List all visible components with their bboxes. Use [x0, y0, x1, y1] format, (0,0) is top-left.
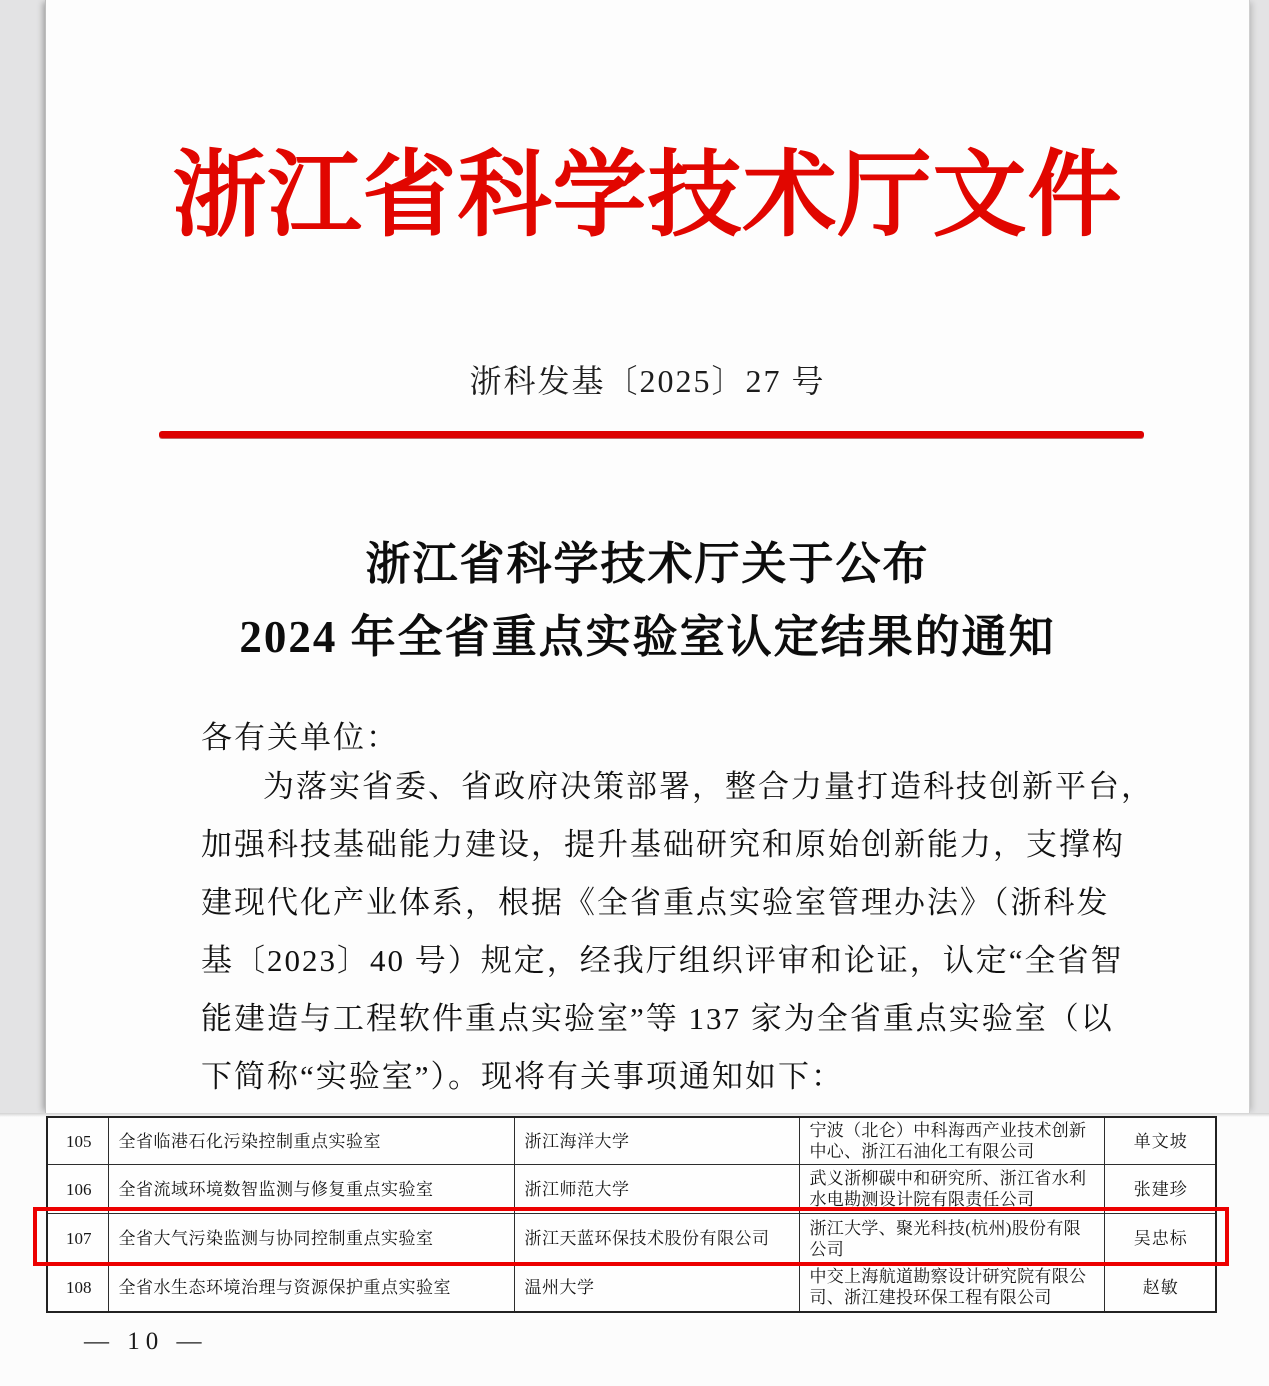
director-cell: 赵敏 [1104, 1264, 1216, 1312]
notice-title-line-2: 2024 年全省重点实验室认定结果的通知 [239, 612, 1056, 662]
body-line: 下简称“实验室”）。现将有关事项通知如下： [201, 1059, 845, 1094]
host-institution-cell: 浙江海洋大学 [514, 1117, 799, 1165]
lab-name-cell: 全省流域环境数智监测与修复重点实验室 [108, 1165, 514, 1214]
partner-institutions-cell: 浙江大学、聚光科技(杭州)股份有限公司 [799, 1214, 1104, 1264]
host-institution-cell: 浙江师范大学 [514, 1165, 799, 1214]
partner-institutions-cell: 中交上海航道勘察设计研究院有限公司、浙江建投环保工程有限公司 [799, 1264, 1104, 1312]
notice-title-line-1: 浙江省科学技术厅关于公布 [365, 539, 930, 589]
director-cell: 吴忠标 [1104, 1214, 1216, 1264]
body-paragraph [201, 758, 1154, 1106]
body-line: 基〔2023〕40 号）规定，经我厅组织评审和论证，认定“全省智 [201, 943, 1124, 978]
document-number: 浙科发基〔2025〕27 号 [469, 363, 826, 399]
lab-name-cell: 全省大气污染监测与协同控制重点实验室 [108, 1214, 514, 1264]
partner-institutions-cell: 武义浙柳碳中和研究所、浙江省水利水电勘测设计院有限责任公司 [799, 1165, 1104, 1214]
host-institution-cell: 浙江天蓝环保技术股份有限公司 [514, 1214, 799, 1264]
document-header-title: 浙江省科学技术厅文件 [172, 144, 1123, 248]
row-number-cell: 107 [47, 1214, 108, 1264]
table-row [47, 1117, 1216, 1165]
table-row [47, 1165, 1216, 1214]
row-number-cell: 106 [47, 1165, 108, 1214]
red-divider-line [159, 431, 1144, 438]
table-row-highlighted [47, 1214, 1216, 1264]
partner-institutions-cell: 宁波（北仑）中科海西产业技术创新中心、浙江石油化工有限公司 [799, 1117, 1104, 1165]
page-number: — 10 — [84, 1328, 208, 1355]
row-number-cell: 108 [47, 1264, 108, 1312]
notice-title [46, 528, 1249, 674]
lab-results-table [46, 1116, 1217, 1313]
director-cell: 张建珍 [1104, 1165, 1216, 1214]
lab-table-section [0, 1113, 1269, 1386]
body-line: 加强科技基础能力建设，提升基础研究和原始创新能力，支撑构 [201, 827, 1125, 862]
body-line: 为落实省委、省政府决策部署，整合力量打造科技创新平台， [263, 769, 1154, 804]
body-line: 建现代化产业体系，根据《全省重点实验室管理办法》（浙科发 [201, 885, 1110, 920]
lab-name-cell: 全省水生态环境治理与资源保护重点实验室 [108, 1264, 514, 1312]
table-row [47, 1264, 1216, 1312]
row-number-cell: 105 [47, 1117, 108, 1165]
lab-name-cell: 全省临港石化污染控制重点实验室 [108, 1117, 514, 1165]
body-line: 能建造与工程软件重点实验室”等 137 家为全省重点实验室（以 [201, 1001, 1114, 1036]
host-institution-cell: 温州大学 [514, 1264, 799, 1312]
document-page [45, 0, 1250, 1113]
director-cell: 单文坡 [1104, 1117, 1216, 1165]
salutation-text: 各有关单位： [201, 720, 399, 755]
